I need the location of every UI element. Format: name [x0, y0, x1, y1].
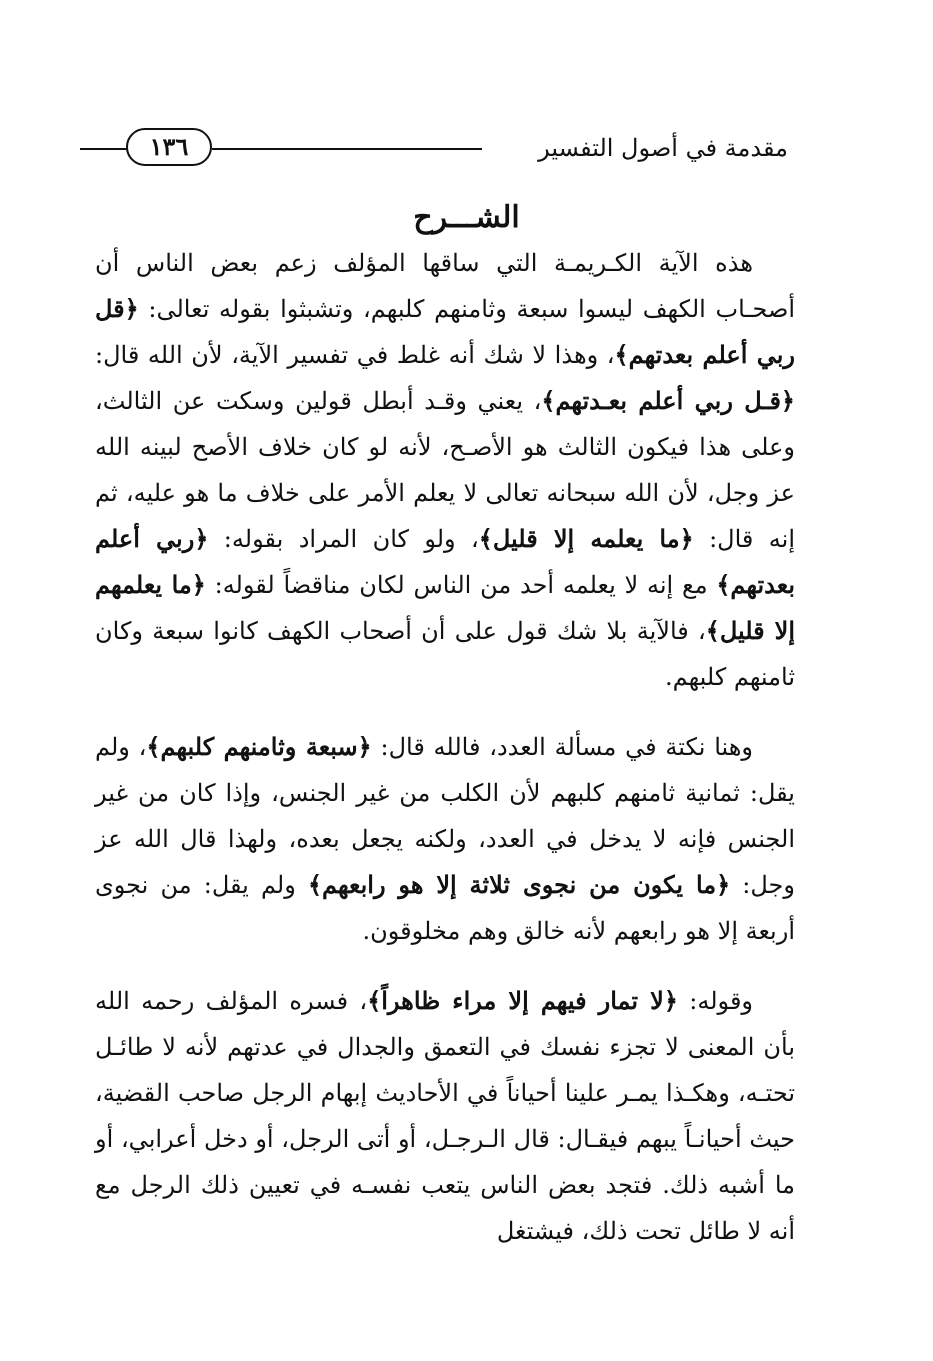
text-segment: ولم يقل: من نجوى أربعة إلا هو رابعهم لأنه خالق وهم مخلوقون. [95, 871, 795, 945]
quran-quote: ﴿قـل ربي أعلم بعـدتهم﴾ [541, 386, 795, 415]
text-segment: وقوله: [677, 987, 754, 1015]
paragraph [95, 240, 795, 700]
page-number: ١٣٦ [126, 128, 212, 166]
quran-quote: ﴿سبعة وثامنهم كلبهم﴾ [146, 732, 372, 761]
text-segment: ، يعني وقـد أبطل قولين وسكت عن الثالث، وعلى هذا فيكون الثالث هو الأصـح، لأنه لو كان خلاف الأصح لبينه الله عز وجل، لأن الله سبحانه تعالى لا يعلم الأمر على خلاف ما هو عليه، ثم إنه قال: [95, 387, 796, 553]
text-segment: وهنا نكتة في مسألة العدد، فالله قال: [371, 733, 754, 761]
quran-quote: ﴿ما يعلمه إلا قليل﴾ [478, 524, 694, 553]
text-segment: ، ولم يقل: ثمانية ثامنهم كلبهم لأن الكلب من غير الجنس، وإذا كان من غير الجنس فإنه لا يدخل في العدد، ولكنه يجعل بعده، ولهذا قال الله عز وجل: [95, 733, 795, 899]
quran-quote: ﴿ما يكون من نجوى ثلاثة إلا هو رابعهم﴾ [307, 870, 731, 899]
page-header [80, 118, 792, 178]
quran-quote: ﴿ربي أعلم بعدتهم﴾ [95, 524, 795, 599]
text-segment: مع إنه لا يعلمه أحد من الناس لكان مناقضاً لقوله: [205, 571, 717, 599]
running-title: مقدمة في أصول التفسير [538, 134, 788, 162]
quran-quote: ﴿لا تمار فيهم إلا مراء ظاهراً﴾ [367, 986, 678, 1015]
header-rule-left [80, 148, 128, 150]
paragraph [95, 724, 795, 954]
quran-quote: ﴿ما يعلمهم إلا قليل﴾ [95, 570, 795, 645]
section-title: الشـــرح [413, 200, 520, 235]
header-rule-right [212, 148, 482, 150]
text-segment: ، ولو كان المراد بقوله: [208, 525, 479, 553]
text-segment: ، فالآية بلا شك قول على أن أصحاب الكهف كانوا سبعة وكان ثامنهم كلبهم. [95, 617, 795, 691]
text-segment: ، فسره المؤلف رحمه الله بأن المعنى لا تجزء نفسك في التعمق والجدال في عدتهم لأنه لا طائـل تحتـه، وهكـذا يمـر علينا أحياناً في الأحاديث إبهام الرجل صاحب القضية، حيث أحيانـاً يبهم فيقـال: قال الـرجـل، أو أتى الرجل، أو دخل أعرابي، أو ما أشبه ذلك. فتجد بعض الناس يتعب نفسـه في تعيين ذلك الرجل مع أنه لا طائل تحت ذلك، فيشتغل [95, 987, 795, 1245]
quran-quote: ﴿قل ربي أعلم بعدتهم﴾ [95, 294, 795, 369]
body-text [95, 240, 795, 1254]
text-segment: هذه الآية الكـريمـة التي ساقها المؤلف زعم بعض الناس أن أصحـاب الكهف ليسوا سبعة وثامنهم كلبهم، وتشبثوا بقوله تعالى: [95, 249, 795, 323]
paragraph [95, 978, 795, 1254]
text-segment: ، وهذا لا شك أنه غلط في تفسير الآية، لأن الله قال: [95, 341, 615, 369]
